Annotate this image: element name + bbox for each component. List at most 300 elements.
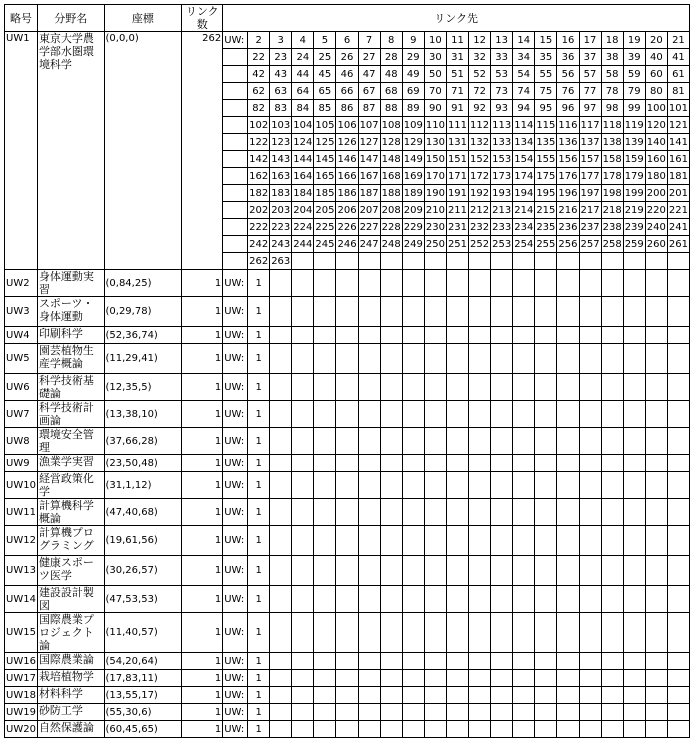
- row-link-count: 262: [182, 32, 223, 270]
- target-cell: [667, 704, 689, 721]
- target-cell: [535, 670, 557, 687]
- target-cell: [513, 721, 535, 738]
- row-target-label: UW:: [223, 374, 248, 401]
- target-cell: [358, 653, 380, 670]
- target-cell: 31: [446, 49, 468, 66]
- row-link-count: 1: [182, 297, 223, 327]
- target-cell: 109: [402, 117, 424, 134]
- target-cell: 152: [469, 151, 491, 168]
- row-name: 国際農業プロジェクト論: [37, 613, 104, 653]
- target-cell: [623, 270, 645, 297]
- target-cell: [469, 374, 491, 401]
- target-cell: 97: [579, 100, 601, 117]
- target-cell: [336, 586, 358, 613]
- target-cell: [579, 428, 601, 455]
- target-cell: 231: [446, 219, 468, 236]
- target-cell: [446, 270, 468, 297]
- row-name: 園芸植物生産学概論: [37, 344, 104, 374]
- target-cell: 160: [645, 151, 667, 168]
- target-cell: [402, 613, 424, 653]
- target-cell: [380, 556, 402, 586]
- target-cell: 209: [402, 202, 424, 219]
- target-cell: 38: [601, 49, 623, 66]
- target-cell: [402, 401, 424, 428]
- row-coord: (19,61,56): [104, 526, 182, 556]
- target-cell: [314, 327, 336, 344]
- target-cell: [358, 297, 380, 327]
- target-cell: [535, 253, 557, 270]
- row-code: UW14: [5, 586, 38, 613]
- target-cell: [491, 270, 513, 297]
- target-cell: 66: [336, 83, 358, 100]
- target-cell: [469, 526, 491, 556]
- target-cell: 213: [491, 202, 513, 219]
- target-cell: 172: [469, 168, 491, 185]
- target-cell: [491, 327, 513, 344]
- row-name: スポーツ・身体運動: [37, 297, 104, 327]
- target-cell: [491, 721, 513, 738]
- row-target-label: UW:: [223, 653, 248, 670]
- target-cell: 163: [270, 168, 292, 185]
- table-row: [5, 32, 690, 49]
- target-cell: 35: [535, 49, 557, 66]
- target-cell: 131: [446, 134, 468, 151]
- target-cell: [424, 721, 446, 738]
- target-cell: 43: [270, 66, 292, 83]
- target-cell: [469, 687, 491, 704]
- target-cell: [645, 344, 667, 374]
- target-cell: [601, 721, 623, 738]
- target-cell: [270, 526, 292, 556]
- target-cell: [645, 556, 667, 586]
- target-cell: [557, 472, 579, 499]
- row-code: UW7: [5, 401, 38, 428]
- row-code: UW5: [5, 344, 38, 374]
- target-cell: 166: [336, 168, 358, 185]
- target-cell: [601, 556, 623, 586]
- row-link-count: 1: [182, 721, 223, 738]
- target-cell: [314, 270, 336, 297]
- target-cell: [535, 704, 557, 721]
- target-cell: 165: [314, 168, 336, 185]
- target-cell: 171: [446, 168, 468, 185]
- target-cell: 36: [557, 49, 579, 66]
- target-cell: 243: [270, 236, 292, 253]
- target-cell: 65: [314, 83, 336, 100]
- target-cell: [469, 613, 491, 653]
- target-cell: 200: [645, 185, 667, 202]
- target-cell: 103: [270, 117, 292, 134]
- row-link-count: 1: [182, 499, 223, 526]
- target-cell: [314, 526, 336, 556]
- target-cell: 228: [380, 219, 402, 236]
- row-name: 材料科学: [37, 687, 104, 704]
- row-coord: (23,50,48): [104, 455, 182, 472]
- target-cell: 144: [292, 151, 314, 168]
- target-cell: 187: [358, 185, 380, 202]
- target-cell: [424, 374, 446, 401]
- target-cell: [601, 704, 623, 721]
- row-target-label-blank: [223, 202, 248, 219]
- target-cell: [557, 613, 579, 653]
- target-cell: [270, 297, 292, 327]
- target-cell: [424, 270, 446, 297]
- target-cell: 30: [424, 49, 446, 66]
- target-cell: 208: [380, 202, 402, 219]
- row-link-count: 1: [182, 526, 223, 556]
- target-cell: 55: [535, 66, 557, 83]
- target-cell: [579, 472, 601, 499]
- target-cell: 259: [623, 236, 645, 253]
- target-cell: 256: [557, 236, 579, 253]
- target-cell: [358, 556, 380, 586]
- target-cell: [402, 653, 424, 670]
- target-cell: 138: [601, 134, 623, 151]
- target-cell: [380, 704, 402, 721]
- row-target-label-blank: [223, 185, 248, 202]
- target-cell: [491, 586, 513, 613]
- target-cell: [292, 653, 314, 670]
- target-cell: [513, 526, 535, 556]
- target-cell: [314, 586, 336, 613]
- target-cell: [579, 704, 601, 721]
- target-cell: [380, 327, 402, 344]
- target-cell: [667, 653, 689, 670]
- target-cell: [513, 556, 535, 586]
- target-cell: 125: [314, 134, 336, 151]
- target-cell: [336, 653, 358, 670]
- row-target-label: UW:: [223, 526, 248, 556]
- target-cell: [446, 428, 468, 455]
- target-cell: 16: [557, 32, 579, 49]
- row-code: UW16: [5, 653, 38, 670]
- row-coord: (31,1,12): [104, 472, 182, 499]
- target-cell: 244: [292, 236, 314, 253]
- target-cell: [358, 374, 380, 401]
- row-coord: (13,55,17): [104, 687, 182, 704]
- target-cell: [402, 327, 424, 344]
- target-cell: [270, 327, 292, 344]
- target-cell: [380, 653, 402, 670]
- target-cell: [645, 499, 667, 526]
- target-cell: [645, 297, 667, 327]
- target-cell: [270, 556, 292, 586]
- row-link-count: 1: [182, 428, 223, 455]
- target-cell: 98: [601, 100, 623, 117]
- target-cell: [667, 586, 689, 613]
- target-cell: [358, 472, 380, 499]
- target-cell: [623, 687, 645, 704]
- target-cell: 2: [248, 32, 270, 49]
- target-cell: [314, 374, 336, 401]
- target-cell: 1: [248, 613, 270, 653]
- target-cell: [270, 687, 292, 704]
- target-cell: 50: [424, 66, 446, 83]
- target-cell: 11: [446, 32, 468, 49]
- target-cell: [491, 428, 513, 455]
- target-cell: [623, 327, 645, 344]
- target-cell: 156: [557, 151, 579, 168]
- target-cell: [336, 327, 358, 344]
- row-target-label-blank: [223, 134, 248, 151]
- table-row: [5, 455, 690, 472]
- target-cell: [491, 670, 513, 687]
- target-cell: [446, 472, 468, 499]
- target-cell: [601, 327, 623, 344]
- row-coord: (0,0,0): [104, 32, 182, 270]
- row-target-label-blank: [223, 219, 248, 236]
- row-target-label: UW:: [223, 455, 248, 472]
- target-cell: 232: [469, 219, 491, 236]
- target-cell: [601, 401, 623, 428]
- target-cell: [336, 297, 358, 327]
- target-cell: [513, 374, 535, 401]
- target-cell: 164: [292, 168, 314, 185]
- target-cell: 162: [248, 168, 270, 185]
- target-cell: [623, 704, 645, 721]
- table-row: [5, 401, 690, 428]
- row-name: 栽培植物学: [37, 670, 104, 687]
- target-cell: [579, 297, 601, 327]
- target-cell: 94: [513, 100, 535, 117]
- target-cell: [336, 374, 358, 401]
- target-cell: 247: [358, 236, 380, 253]
- target-cell: [645, 687, 667, 704]
- target-cell: [314, 704, 336, 721]
- target-cell: [292, 253, 314, 270]
- target-cell: [336, 344, 358, 374]
- target-cell: 153: [491, 151, 513, 168]
- target-cell: 14: [513, 32, 535, 49]
- row-target-label: UW:: [223, 556, 248, 586]
- target-cell: [402, 499, 424, 526]
- target-cell: 129: [402, 134, 424, 151]
- row-code: UW1: [5, 32, 38, 270]
- target-cell: [292, 327, 314, 344]
- target-cell: 168: [380, 168, 402, 185]
- target-cell: 189: [402, 185, 424, 202]
- target-cell: [623, 499, 645, 526]
- target-cell: [336, 613, 358, 653]
- target-cell: 1: [248, 374, 270, 401]
- target-cell: [358, 613, 380, 653]
- target-cell: 214: [513, 202, 535, 219]
- target-cell: 245: [314, 236, 336, 253]
- target-cell: [292, 472, 314, 499]
- row-target-label: UW:: [223, 499, 248, 526]
- target-cell: [601, 428, 623, 455]
- target-cell: 57: [579, 66, 601, 83]
- target-cell: [336, 428, 358, 455]
- target-cell: [579, 253, 601, 270]
- target-cell: 18: [601, 32, 623, 49]
- target-cell: 95: [535, 100, 557, 117]
- target-cell: [270, 401, 292, 428]
- target-cell: [292, 344, 314, 374]
- table-row: [5, 374, 690, 401]
- target-cell: [645, 428, 667, 455]
- target-cell: 175: [535, 168, 557, 185]
- target-cell: 252: [469, 236, 491, 253]
- target-cell: [557, 297, 579, 327]
- target-cell: [469, 556, 491, 586]
- target-cell: [402, 253, 424, 270]
- target-cell: 239: [623, 219, 645, 236]
- header-targets: リンク先: [223, 5, 690, 32]
- target-cell: [601, 687, 623, 704]
- target-cell: 142: [248, 151, 270, 168]
- target-cell: [336, 499, 358, 526]
- target-cell: 1: [248, 344, 270, 374]
- target-cell: [380, 687, 402, 704]
- table-row: [5, 653, 690, 670]
- target-cell: [402, 472, 424, 499]
- target-cell: 1: [248, 472, 270, 499]
- target-cell: [446, 721, 468, 738]
- target-cell: 242: [248, 236, 270, 253]
- target-cell: 19: [623, 32, 645, 49]
- target-cell: [358, 270, 380, 297]
- target-cell: [446, 586, 468, 613]
- target-cell: [557, 253, 579, 270]
- target-cell: [424, 253, 446, 270]
- target-cell: 147: [358, 151, 380, 168]
- target-cell: [667, 344, 689, 374]
- row-link-count: 1: [182, 455, 223, 472]
- target-cell: [667, 526, 689, 556]
- target-cell: [535, 556, 557, 586]
- target-cell: [667, 297, 689, 327]
- target-cell: 112: [469, 117, 491, 134]
- target-cell: [513, 297, 535, 327]
- target-cell: 202: [248, 202, 270, 219]
- target-cell: [557, 327, 579, 344]
- row-code: UW13: [5, 556, 38, 586]
- target-cell: [424, 428, 446, 455]
- target-cell: [645, 670, 667, 687]
- target-cell: [535, 327, 557, 344]
- target-cell: 146: [336, 151, 358, 168]
- row-coord: (60,45,65): [104, 721, 182, 738]
- target-cell: 47: [358, 66, 380, 83]
- target-cell: [314, 721, 336, 738]
- target-cell: 9: [402, 32, 424, 49]
- target-cell: [513, 670, 535, 687]
- row-name: 東京大学農学部水圏環境科学: [37, 32, 104, 270]
- target-cell: 255: [535, 236, 557, 253]
- target-cell: 126: [336, 134, 358, 151]
- target-cell: [336, 472, 358, 499]
- target-cell: 73: [491, 83, 513, 100]
- target-cell: [314, 653, 336, 670]
- row-target-label-blank: [223, 236, 248, 253]
- target-cell: 115: [535, 117, 557, 134]
- target-cell: 210: [424, 202, 446, 219]
- target-cell: 223: [270, 219, 292, 236]
- target-cell: 105: [314, 117, 336, 134]
- target-cell: 21: [667, 32, 689, 49]
- target-cell: [601, 297, 623, 327]
- target-cell: 49: [402, 66, 424, 83]
- target-cell: [380, 270, 402, 297]
- target-cell: 181: [667, 168, 689, 185]
- target-cell: 104: [292, 117, 314, 134]
- target-cell: 225: [314, 219, 336, 236]
- target-cell: 107: [358, 117, 380, 134]
- target-cell: [491, 401, 513, 428]
- target-cell: [358, 344, 380, 374]
- target-cell: [424, 556, 446, 586]
- target-cell: 1: [248, 499, 270, 526]
- target-cell: [314, 556, 336, 586]
- target-cell: [380, 526, 402, 556]
- target-cell: [358, 428, 380, 455]
- row-target-label: UW:: [223, 687, 248, 704]
- row-code: UW20: [5, 721, 38, 738]
- target-cell: 221: [667, 202, 689, 219]
- target-cell: 220: [645, 202, 667, 219]
- target-cell: 91: [446, 100, 468, 117]
- row-code: UW8: [5, 428, 38, 455]
- target-cell: [314, 472, 336, 499]
- target-cell: [446, 653, 468, 670]
- target-cell: [601, 653, 623, 670]
- target-cell: [402, 586, 424, 613]
- target-cell: [358, 455, 380, 472]
- row-target-label: UW:: [223, 670, 248, 687]
- target-cell: 158: [601, 151, 623, 168]
- target-cell: 101: [667, 100, 689, 117]
- target-cell: [513, 687, 535, 704]
- target-cell: [491, 253, 513, 270]
- row-link-count: 1: [182, 653, 223, 670]
- target-cell: 117: [579, 117, 601, 134]
- row-link-count: 1: [182, 401, 223, 428]
- target-cell: [491, 344, 513, 374]
- target-cell: 241: [667, 219, 689, 236]
- target-cell: [469, 344, 491, 374]
- target-cell: 145: [314, 151, 336, 168]
- target-cell: [491, 499, 513, 526]
- target-cell: 76: [557, 83, 579, 100]
- target-cell: [557, 455, 579, 472]
- target-cell: [579, 687, 601, 704]
- target-cell: [336, 253, 358, 270]
- target-cell: [557, 374, 579, 401]
- target-cell: 226: [336, 219, 358, 236]
- row-link-count: 1: [182, 327, 223, 344]
- target-cell: [557, 721, 579, 738]
- target-cell: [557, 270, 579, 297]
- row-target-label-blank: [223, 100, 248, 117]
- target-cell: [623, 374, 645, 401]
- target-cell: 222: [248, 219, 270, 236]
- row-code: UW6: [5, 374, 38, 401]
- target-cell: 128: [380, 134, 402, 151]
- target-cell: [270, 270, 292, 297]
- target-cell: [424, 455, 446, 472]
- target-cell: 69: [402, 83, 424, 100]
- target-cell: 1: [248, 687, 270, 704]
- table-row: [5, 327, 690, 344]
- target-cell: 1: [248, 428, 270, 455]
- table-row: [5, 344, 690, 374]
- target-cell: 23: [270, 49, 292, 66]
- target-cell: [402, 670, 424, 687]
- target-cell: [579, 586, 601, 613]
- row-name: 科学技術計画論: [37, 401, 104, 428]
- row-link-count: 1: [182, 344, 223, 374]
